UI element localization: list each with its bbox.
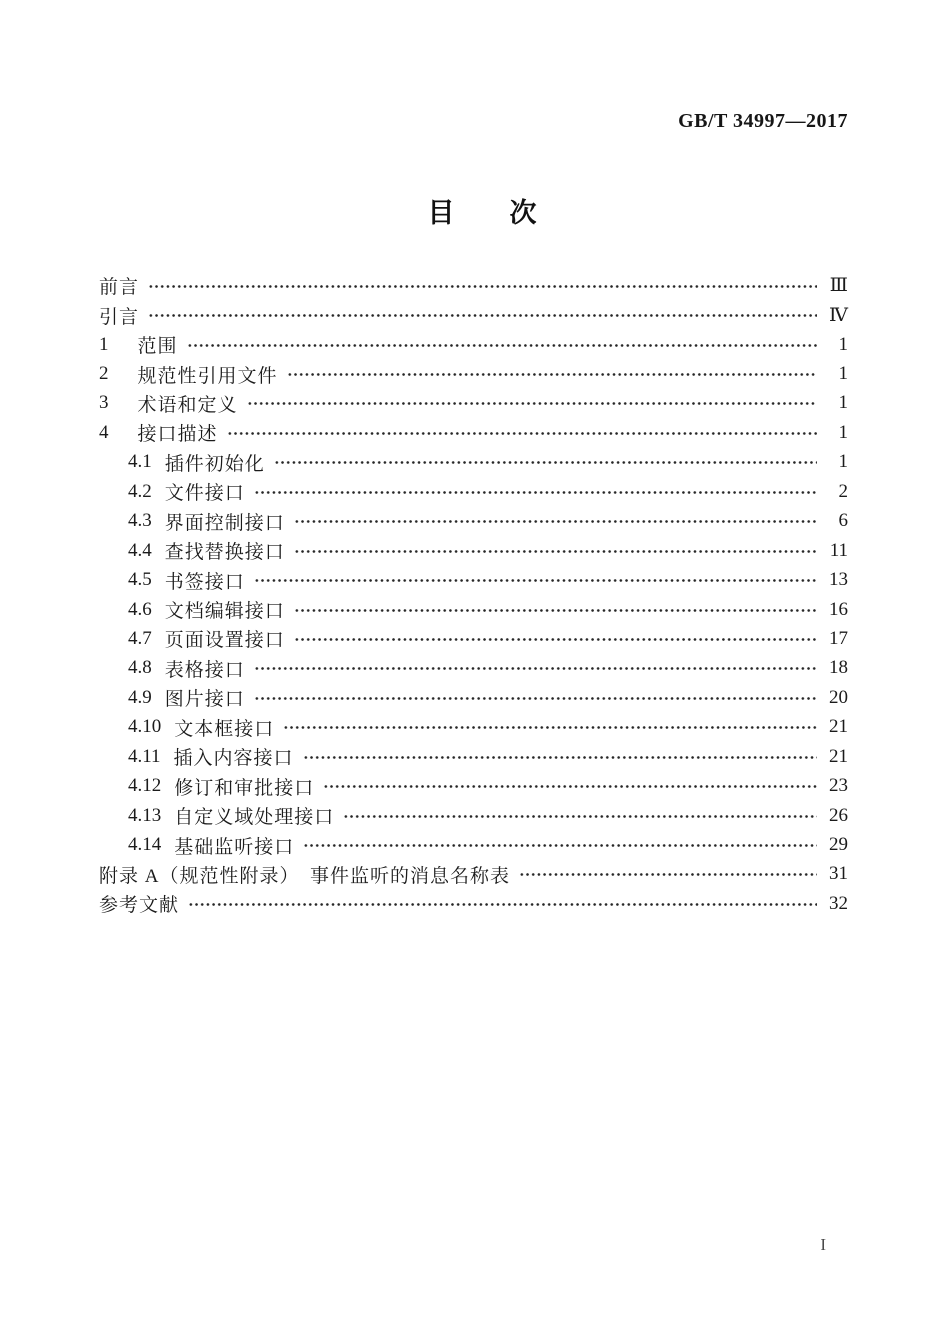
toc-entry-page: 16: [829, 598, 848, 620]
toc-entry-page: 6: [838, 510, 848, 532]
toc-dot-leader: [303, 748, 817, 767]
toc-entry-number: 4.4: [128, 539, 152, 561]
toc-entry-label: 自定义域处理接口: [174, 807, 335, 829]
toc-entry-number: 4.1: [128, 451, 152, 473]
toc-entry-label: 参考文献: [99, 895, 180, 917]
toc-entry-label: 前言: [99, 277, 140, 299]
page-title: [7, 191, 950, 230]
toc-dot-leader: [254, 689, 817, 708]
toc-entry-label: 书签接口: [164, 571, 245, 593]
toc-dot-leader: [294, 601, 817, 620]
toc-dot-leader: [287, 365, 817, 384]
toc-entry: [99, 448, 848, 477]
toc-entry-page: 18: [829, 657, 848, 679]
toc-entry-label: 文件接口: [164, 483, 245, 505]
toc-dot-leader: [294, 512, 817, 531]
toc-entry-label: 附录 A（规范性附录） 事件监听的消息名称表: [99, 865, 510, 887]
page-title-char-1: 目: [427, 198, 455, 228]
toc-entry: [99, 713, 848, 742]
toc-entry-page: Ⅳ: [829, 304, 848, 326]
toc-entry-page: 26: [829, 804, 848, 826]
toc-entry-number: 4.10: [128, 716, 162, 738]
toc-entry-number: 4.7: [128, 627, 152, 649]
toc-entry: [99, 830, 848, 859]
toc-dot-leader: [274, 453, 817, 472]
toc-entry-number: 4.11: [128, 745, 161, 767]
toc-entry-page: Ⅲ: [829, 275, 848, 297]
toc-entry: [99, 624, 848, 653]
toc-entry-page: 31: [829, 863, 848, 885]
toc-entry-number: 1: [99, 333, 109, 355]
toc-entry: [99, 477, 848, 506]
toc-entry-label: 界面控制接口: [164, 512, 285, 534]
toc-entry-label: 图片接口: [164, 689, 245, 711]
toc-dot-leader: [294, 542, 817, 561]
toc-entry: [99, 860, 848, 889]
toc-entry-number: 2: [99, 363, 109, 385]
toc-entry: [99, 359, 848, 388]
toc-entry-label: 文本框接口: [174, 718, 275, 740]
toc-entry: [99, 889, 848, 918]
toc-entry: [99, 271, 848, 300]
toc-entry: [99, 418, 848, 447]
toc-entry-number: 4.8: [128, 657, 152, 679]
toc-entry-page: 1: [838, 363, 848, 385]
toc-entry-page: 1: [838, 333, 848, 355]
toc-entry-label: 查找替换接口: [164, 542, 285, 564]
toc-entry-number: 4.2: [128, 480, 152, 502]
toc-entry-number: 4.9: [128, 686, 152, 708]
toc-entry-label: 页面设置接口: [164, 630, 285, 652]
toc-entry: [99, 389, 848, 418]
toc-entry-label: 引言: [99, 306, 140, 328]
toc-entry-label: 修订和审批接口: [174, 777, 315, 799]
toc-entry-label: 范围: [137, 336, 178, 358]
toc-entry: [99, 771, 848, 800]
toc-entry-page: 13: [829, 569, 848, 591]
toc-entry-number: 4.6: [128, 598, 152, 620]
toc-entry: [99, 654, 848, 683]
toc-dot-leader: [247, 394, 817, 413]
toc-entry-page: 21: [829, 716, 848, 738]
standard-number: GB/T 34997—2017: [678, 110, 848, 132]
toc-entry-page: 11: [829, 539, 848, 561]
toc-entry-page: 1: [838, 392, 848, 414]
toc-dot-leader: [227, 424, 817, 443]
toc-entry-label: 基础监听接口: [174, 836, 295, 858]
toc-dot-leader: [283, 718, 817, 737]
toc-entry-number: 4.12: [128, 775, 162, 797]
toc-entry-page: 29: [829, 834, 848, 856]
toc-entry-page: 17: [829, 627, 848, 649]
toc-entry: [99, 507, 848, 536]
toc-entry-number: 4.3: [128, 510, 152, 532]
footer-page-number: I: [820, 1235, 826, 1254]
toc-entry-label: 插入内容接口: [173, 748, 294, 770]
toc-dot-leader: [294, 630, 817, 649]
toc-entry: [99, 330, 848, 359]
toc-entry-number: 4.13: [128, 804, 162, 826]
toc-entry-number: 3: [99, 392, 109, 414]
toc-entry-page: 1: [838, 451, 848, 473]
toc-entry: [99, 595, 848, 624]
toc-entry: [99, 536, 848, 565]
toc-entry-label: 规范性引用文件: [137, 365, 278, 387]
toc-entry-page: 21: [829, 745, 848, 767]
toc-dot-leader: [188, 895, 817, 914]
toc-entry-label: 接口描述: [137, 424, 218, 446]
toc-dot-leader: [343, 807, 817, 826]
toc-entry-page: 23: [829, 775, 848, 797]
toc-entry-page: 1: [838, 421, 848, 443]
toc-entry: [99, 742, 848, 771]
page-title-char-2: 次: [509, 198, 537, 228]
toc-entry-page: 32: [829, 892, 848, 914]
toc-entry-number: 4.14: [128, 834, 162, 856]
toc-entry-number: 4.5: [128, 569, 152, 591]
toc-entry: [99, 683, 848, 712]
toc-entry: [99, 300, 848, 329]
toc-entry-label: 表格接口: [164, 659, 245, 681]
toc-dot-leader: [303, 836, 817, 855]
toc-entry-label: 插件初始化: [164, 453, 265, 475]
toc-dot-leader: [254, 571, 817, 590]
toc-entry-label: 文档编辑接口: [164, 601, 285, 623]
toc-dot-leader: [323, 777, 817, 796]
toc-entry-number: 4: [99, 421, 109, 443]
toc-entry-label: 术语和定义: [137, 394, 238, 416]
toc-dot-leader: [254, 659, 817, 678]
toc-dot-leader: [148, 277, 817, 296]
toc-entry-page: 20: [829, 686, 848, 708]
toc-dot-leader: [519, 865, 817, 884]
toc-entry: [99, 801, 848, 830]
toc-entry: [99, 565, 848, 594]
toc-list: [99, 271, 848, 919]
toc-dot-leader: [148, 306, 817, 325]
toc-dot-leader: [254, 483, 817, 502]
toc-entry-page: 2: [838, 480, 848, 502]
toc-dot-leader: [187, 336, 817, 355]
